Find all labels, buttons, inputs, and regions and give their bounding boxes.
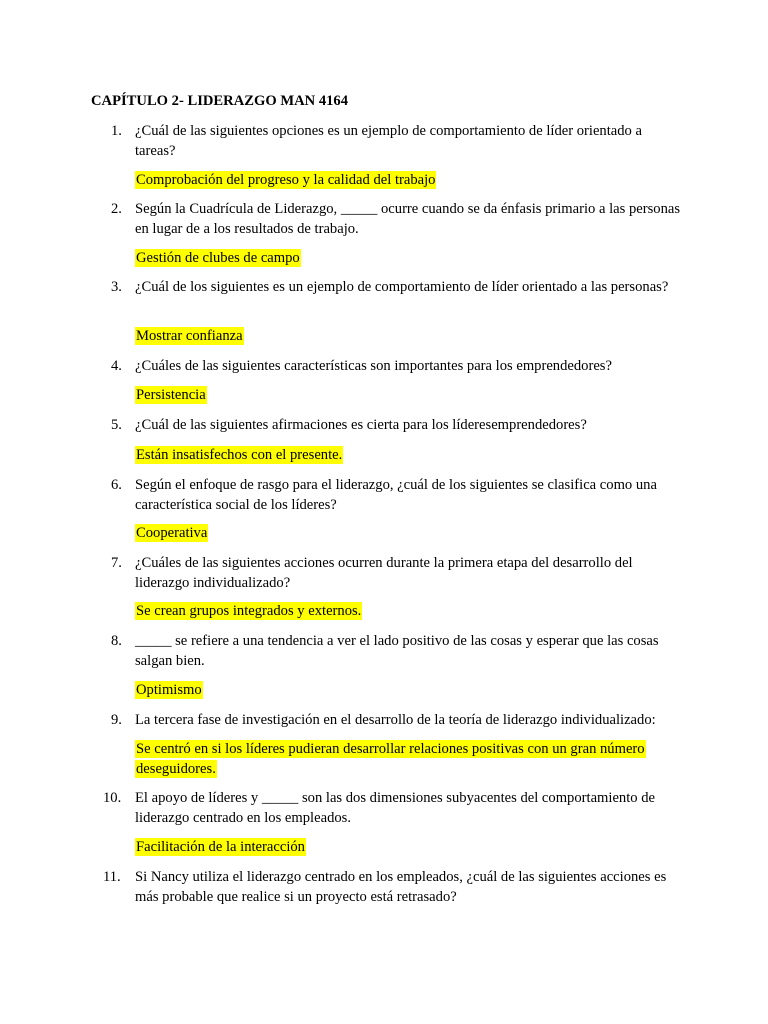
- question-number: 9.: [111, 712, 122, 728]
- question-text: El apoyo de líderes y _____ son las dos dimensiones subyacentes del comportamiento de liderazgo centrado en los empleados.: [135, 790, 655, 826]
- highlighted-answer: Gestión de clubes de campo: [136, 250, 300, 266]
- highlighted-answer: Mostrar confianza: [136, 328, 243, 344]
- question-number: 2.: [111, 201, 122, 217]
- answer-line: [135, 386, 695, 406]
- highlighted-answer: Están insatisfechos con el presente.: [136, 447, 343, 463]
- document-title: CAPÍTULO 2- LIDERAZGO MAN 4164: [91, 93, 349, 109]
- question-text: ¿Cuáles de las siguientes características son importantes para los emprendedores?: [135, 358, 612, 374]
- answer-line: [135, 327, 695, 347]
- question-text: La tercera fase de investigación en el desarrollo de la teoría de liderazgo individualizado:: [135, 712, 656, 728]
- question-text: ¿Cuál de las siguientes opciones es un ejemplo de comportamiento de líder orientado a tareas?: [135, 123, 642, 159]
- question-number: 10.: [103, 790, 122, 806]
- question-number: 8.: [111, 633, 122, 649]
- answer-line: [135, 681, 695, 701]
- highlighted-answer: Se centró en si los líderes pudieran desarrollar relaciones positivas con un gran número deseguidores.: [136, 741, 645, 777]
- highlighted-answer: Se crean grupos integrados y externos.: [136, 603, 362, 619]
- question-number: 11.: [103, 869, 121, 885]
- question-text: ¿Cuál de los siguientes es un ejemplo de comportamiento de líder orientado a las personas?: [135, 279, 669, 295]
- question-number: 5.: [111, 417, 122, 433]
- question-number: 1.: [111, 123, 122, 139]
- highlighted-answer: Persistencia: [136, 387, 206, 403]
- answer-line: [135, 602, 695, 622]
- question-number: 6.: [111, 477, 122, 493]
- question-text: Si Nancy utiliza el liderazgo centrado en los empleados, ¿cuál de las siguientes acciones es más probable que realice si un proyecto está retrasado?: [135, 869, 667, 905]
- answer-line: [135, 740, 695, 779]
- highlighted-answer: Optimismo: [136, 682, 202, 698]
- question-number: 7.: [111, 555, 122, 571]
- question-text: Según el enfoque de rasgo para el liderazgo, ¿cuál de los siguientes se clasifica como una característica social de los líderes?: [135, 477, 657, 513]
- question-text: _____ se refiere a una tendencia a ver el lado positivo de las cosas y esperar que las cosas salgan bien.: [135, 633, 659, 669]
- question-text: ¿Cuál de las siguientes afirmaciones es cierta para los líderesemprendedores?: [135, 417, 587, 433]
- answer-line: [135, 838, 695, 858]
- answer-line: [135, 249, 695, 269]
- question-text: ¿Cuáles de las siguientes acciones ocurren durante la primera etapa del desarrollo del liderazgo individualizado?: [135, 555, 633, 591]
- answer-line: [135, 171, 695, 191]
- highlighted-answer: Comprobación del progreso y la calidad del trabajo: [136, 172, 436, 188]
- question-number: 4.: [111, 358, 122, 374]
- question-number: 3.: [111, 279, 122, 295]
- highlighted-answer: Cooperativa: [136, 525, 208, 541]
- question-text: Según la Cuadrícula de Liderazgo, _____ ocurre cuando se da énfasis primario a las personas en lugar de a los resultados de trabajo.: [135, 201, 681, 237]
- answer-line: [135, 446, 695, 466]
- highlighted-answer: Facilitación de la interacción: [136, 839, 305, 855]
- answer-line: [135, 524, 695, 544]
